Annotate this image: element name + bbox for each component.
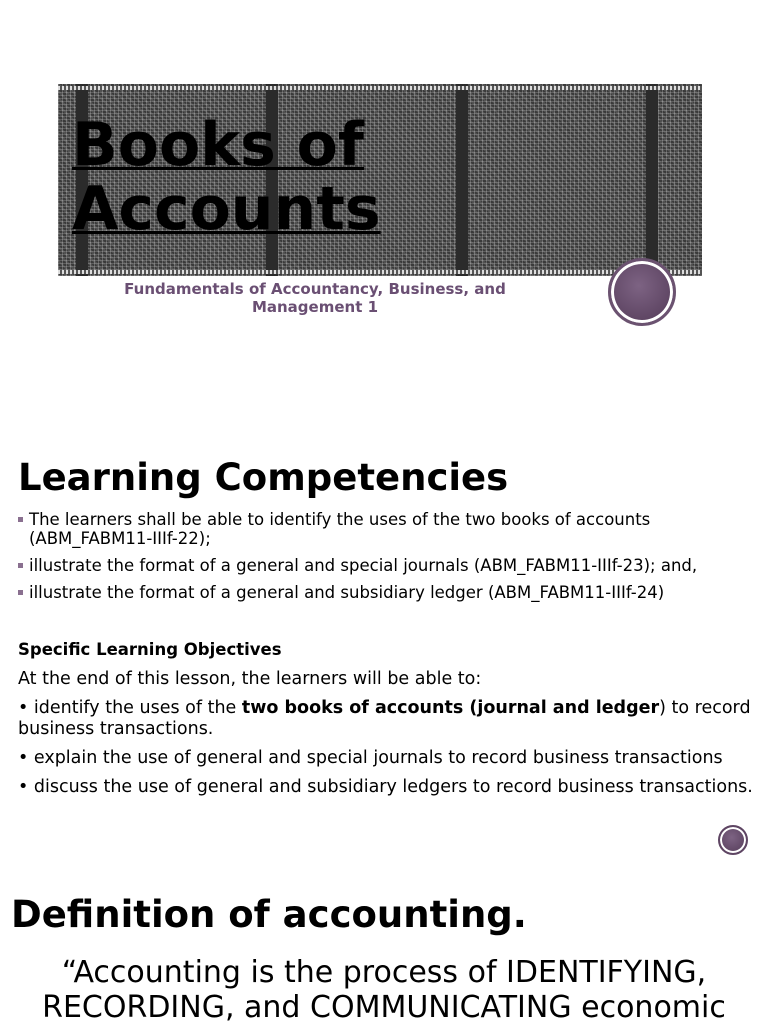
- objective-text: • explain the use of general and special journals to record business transactions: [18, 748, 723, 768]
- competencies-list: [18, 510, 758, 610]
- competency-item: [18, 556, 758, 575]
- objective-item: [18, 748, 758, 769]
- bullet-square-icon: [18, 563, 23, 568]
- banner-top-rule: [58, 86, 702, 90]
- objectives-title: Specific Learning Objectives: [18, 640, 282, 659]
- objective-emphasis: two books of accounts (journal and ledger: [241, 698, 660, 718]
- objective-text-end: ) to record business transactions.: [18, 698, 751, 739]
- learning-competencies-heading: Learning Competencies: [18, 456, 509, 499]
- definition-quote: “Accounting is the process of IDENTIFYING, RECORDING, and COMMUNICATING economic: [42, 955, 726, 1025]
- banner-bottom-rule: [58, 270, 702, 274]
- objectives-list: [18, 698, 758, 806]
- slide-title-line-1: Books of: [72, 110, 365, 180]
- bullet-square-icon: [18, 517, 23, 522]
- decorative-circle-small-icon: [718, 825, 748, 855]
- competency-text: illustrate the format of a general and special journals (ABM_FABM11-IIIf-23); and,: [29, 556, 698, 575]
- objective-item: [18, 777, 758, 798]
- definition-heading: Definition of accounting.: [11, 893, 527, 936]
- objective-text: • identify the uses of the: [18, 698, 242, 718]
- objective-item: [18, 698, 758, 740]
- objective-text: • discuss the use of general and subsidiary ledgers to record business transactions.: [18, 777, 753, 797]
- bullet-square-icon: [18, 590, 23, 595]
- decorative-circle-icon: [608, 258, 676, 326]
- competency-item: [18, 510, 758, 548]
- objectives-intro: At the end of this lesson, the learners will be able to:: [18, 669, 482, 689]
- competency-item: [18, 583, 758, 602]
- competency-text: The learners shall be able to identify the uses of the two books of accounts (ABM_FABM11-IIIf-22);: [29, 510, 651, 548]
- slide-title: [72, 110, 381, 244]
- competency-text: illustrate the format of a general and subsidiary ledger (ABM_FABM11-IIIf-24): [29, 583, 665, 602]
- slide-subtitle: Fundamentals of Accountancy, Business, and Management 1: [124, 280, 506, 316]
- slide-title-line-2: Accounts: [72, 174, 381, 244]
